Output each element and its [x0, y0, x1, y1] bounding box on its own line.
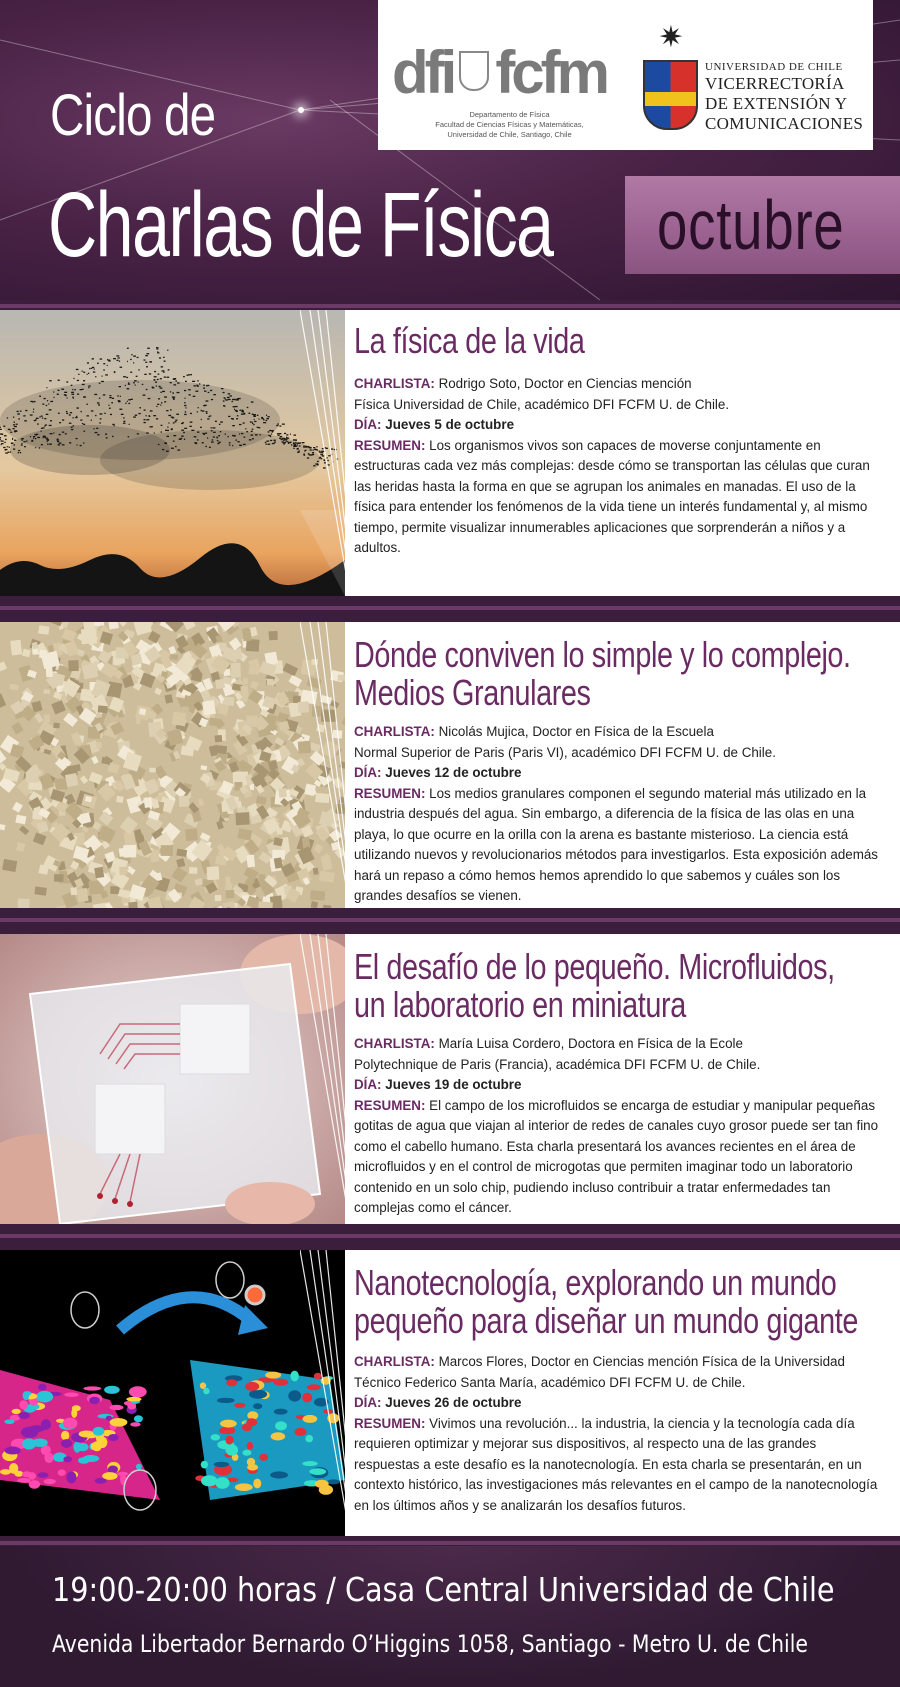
speaker-name: María Luisa Cordero, Doctora en Física de la Ecole: [438, 1036, 743, 1051]
poster-header: [0, 0, 900, 300]
dfi-fcfm-logo: [392, 18, 617, 143]
talk-title: El desafío de lo pequeño. Microfluidos, un laboratorio en miniatura: [354, 946, 835, 1025]
talk-content-2: [354, 636, 882, 907]
star-icon: ✷: [658, 21, 684, 54]
talk-summary: Los medios granulares componen el segundo material más utilizado en la industria después del agua. Sin embargo, a diferencia de la física de las olas en una playa, lo que ocurre en la orilla con la arena es bastante misterioso. La ciencia está utilizando nuevos y revolucionarios métodos para investigarlos. Esta exposición además hará un repaso a cómo hemos hemos aprendido lo que sabemos y cuáles son los grandes desafíos se vienen.: [354, 785, 879, 903]
talk-details: CHARLISTA: Marcos Flores, Doctor en Ciencias mención Física de la Universidad Técnico Federico Santa María, académico DFI FCFM U. de Chile. DÍA: Jueves 26 de octubre RESUMEN: Vivimos una revolución... la industria, la ciencia y la tecnología cada día requieren optimizar y mejorar sus dispositivos, al respecto una de las grandes respuestas a este desafío es la nanotecnología. En esta charla se presentarán, en un contexto histórico, las investigaciones más relevantes en el campo de la nanotecnología en los últimos años y se analizarán los desafíos futuros.: [354, 1354, 878, 1513]
crest-icon: [459, 51, 489, 91]
event-address: Avenida Libertador Bernardo O’Higgins 1058, Santiago - Metro U. de Chile: [52, 1630, 808, 1658]
talk-section-3: [0, 934, 900, 1224]
talk-date: Jueves 12 de octubre: [385, 765, 522, 780]
vicerrectoria-text: UNIVERSIDAD DE CHILE VICERRECTORÍA DE EXTENSIÓN Y COMUNICACIONES: [705, 61, 864, 133]
light-streaks-decoration: [300, 1250, 360, 1536]
talk-details: CHARLISTA: María Luisa Cordero, Doctora en Física de la Ecole Polytechnique de Paris (Francia), académica DFI FCFM U. de Chile. DÍA: Jueves 19 de octubre RESUMEN: El campo de los microfluidos se encarga de estudiar y manipular pequeñas gotitas de agua que viajan al interior de redes de canales cuyo grosor puede ser tan fino como el cabello humano. Esta charla presentará los avances recientes en el área de microfluidos y en el control de microgotas que permiten imaginar todo un laboratorio contenido en un solo chip, pudiendo incluso contribuir a tratar enfermedades tan complejas como el cáncer.: [354, 1036, 879, 1215]
logo-panel: [378, 0, 873, 150]
bird-flock-image: [0, 310, 345, 596]
talk-title: Nanotecnología, explorando un mundo pequeño para diseñar un mundo gigante: [354, 1262, 859, 1341]
divider-stripe: [0, 1224, 900, 1250]
talk-date: Jueves 5 de octubre: [385, 417, 515, 432]
talk-content-1: [354, 322, 882, 559]
speaker-name: Rodrigo Soto, Doctor en Ciencias mención: [438, 376, 692, 391]
sparkle: [298, 107, 304, 113]
talk-date: Jueves 19 de octubre: [385, 1077, 522, 1092]
speaker-name: Nicolás Mujica, Doctor en Física de la Escuela: [438, 724, 714, 739]
talk-details: CHARLISTA: Rodrigo Soto, Doctor en Ciencias mención Física Universidad de Chile, académico DFI FCFM U. de Chile. DÍA: Jueves 5 de octubre RESUMEN: Los organismos vivos son capaces de moverse conjuntamente en estructuras cada vez más complejas: desde cómo se transportan las células que curan las heridas hasta la forma en que se agrupan los animales en manadas. El uso de la física para entender los fenómenos de la vida tiene un interés fundamental y, al mismo tiempo, permite visualizar innumerables aplicaciones que sorprenderán a niños y a adultos.: [354, 376, 870, 555]
title-charlas-de-fisica: Charlas de Física: [48, 174, 553, 276]
microfluidic-chip-image: [0, 934, 345, 1224]
poster-footer: [0, 1546, 900, 1687]
divider-stripe: [0, 300, 900, 310]
universidad-de-chile-logo: [643, 22, 863, 142]
event-time-venue: 19:00-20:00 horas / Casa Central Universidad de Chile: [52, 1570, 835, 1609]
talk-summary: Vivimos una revolución... la industria, la ciencia y la tecnología cada día requieren optimizar y mejorar sus dispositivos, al respecto una de las grandes respuestas a este desafío es la nanotecnología. En esta charla se presentarán, en un contexto histórico, las investigaciones más relevantes en el campo de la nanotecnología en los últimos años y se analizarán los desafíos futuros.: [354, 1415, 878, 1513]
talk-section-4: [0, 1250, 900, 1536]
talk-content-3: [354, 948, 882, 1219]
dfi-fcfm-wordmark: dfi fcfm: [392, 39, 606, 106]
light-streaks-decoration: [300, 310, 360, 596]
talk-details: CHARLISTA: Nicolás Mujica, Doctor en Física de la Escuela Normal Superior de Paris (Paris VI), académico DFI FCFM U. de Chile. DÍA: Jueves 12 de octubre RESUMEN: Los medios granulares componen el segundo material más utilizado en la industria después del agua. Sin embargo, a diferencia de la física de las olas en una playa, lo que ocurre en la orilla con la arena es bastante misterioso. La ciencia está utilizando nuevos y revolucionarios métodos para investigarlos. Esta exposición además hará un repaso a cómo hemos hemos aprendido lo que sabemos y cuáles son los grandes desafíos se vienen.: [354, 724, 879, 903]
talk-summary: El campo de los microfluidos se encarga de estudiar y manipular pequeñas gotitas de agua que viajan al interior de redes de canales cuyo grosor puede ser tan fino como el cabello humano. Esta charla presentará los avances recientes en el área de microfluidos y en el control de microgotas que permiten imaginar todo un laboratorio contenido en un solo chip, pudiendo incluso contribuir a tratar enfermedades tan complejas como el cáncer.: [354, 1097, 879, 1215]
talk-title: Dónde conviven lo simple y lo complejo. Medios Granulares: [354, 634, 851, 713]
shield-icon: [643, 60, 698, 130]
talk-summary: Los organismos vivos son capaces de moverse conjuntamente en estructuras cada vez más complejas: desde cómo se transportan las células que curan las heridas hasta la forma en que se agrupan los animales en manadas. El uso de la física para entender los fenómenos de la vida tiene un interés fundamental y, al mismo tiempo, permite visualizar innumerables aplicaciones que sorprenderán a niños y a adultos.: [354, 437, 870, 555]
divider-stripe: [0, 596, 900, 622]
talk-section-1: [0, 310, 900, 596]
speaker-name: Marcos Flores, Doctor en Ciencias mención Física de la Universidad: [438, 1354, 845, 1369]
talk-date: Jueves 26 de octubre: [385, 1395, 522, 1410]
nano-surfaces-image: [0, 1250, 345, 1536]
sugar-grains-image: [0, 622, 345, 908]
talk-title: La física de la vida: [354, 320, 585, 361]
dfi-caption: Departamento de Física Facultad de Ciencias Físicas y Matemáticas, Universidad de Chile, Santiago, Chile: [435, 110, 584, 139]
month-badge: [625, 176, 900, 274]
talk-content-4: [354, 1264, 882, 1516]
divider-stripe: [0, 908, 900, 934]
light-streaks-decoration: [300, 934, 360, 1224]
light-streaks-decoration: [300, 622, 360, 908]
month-label: octubre: [657, 186, 845, 264]
talk-section-2: [0, 622, 900, 908]
title-ciclo-de: Ciclo de: [50, 83, 216, 148]
